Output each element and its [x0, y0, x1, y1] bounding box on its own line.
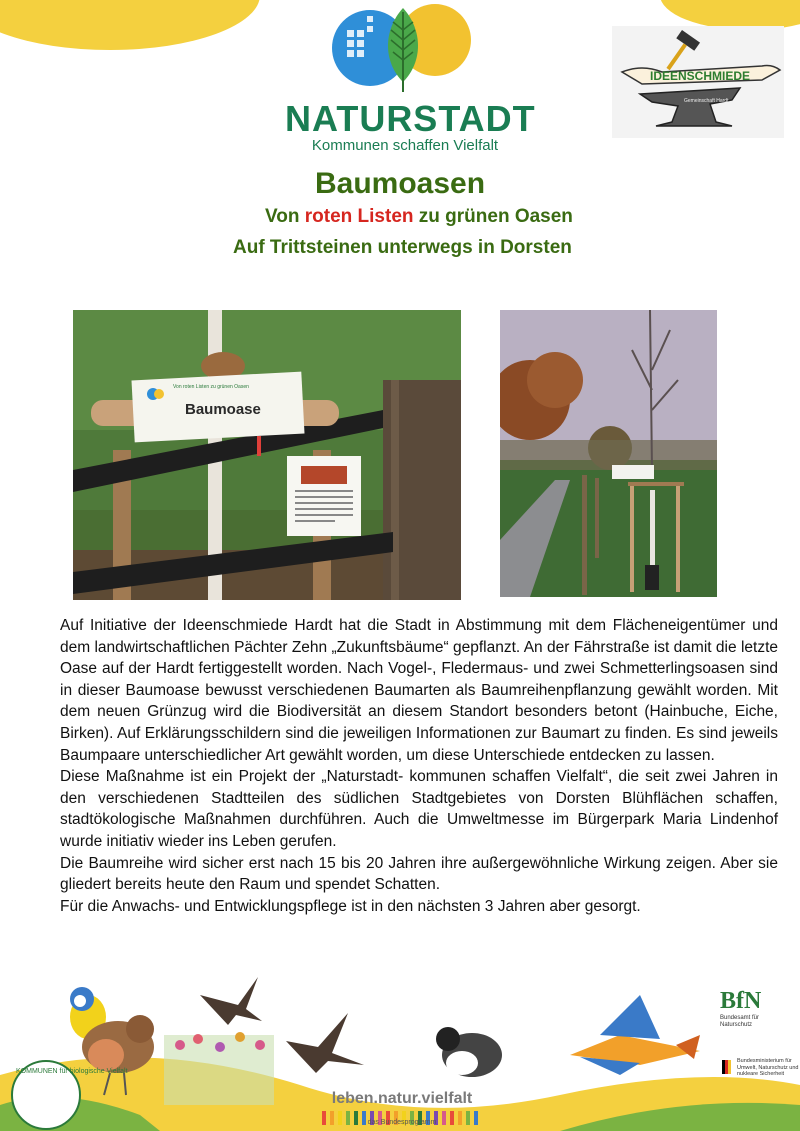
kommunen-badge-text: KOMMUNEN für biologische Vielfalt — [16, 1068, 128, 1075]
body-paragraph-1: Auf Initiative der Ideenschmiede Hardt hat die Stadt in Abstimmung mit dem Flächeneigentümer und dem landwirtschaftlichen Pächter Zehn „Zukunftsbäume“ gepflanzt. An der Fährstraße ist damit die letzte Oase auf der Hardt fertiggestellt worden. Nach Vogel-, Fledermaus- und zwei Schmetterlingsoasen sind in dieser Baumoase bewusst verschiedenen Baumarten als Baumreihenpflanzung gewählt worden. Mit dem neuen Grünzug wird die Biodiversität an diesem Standort besonders betont (Hainbuche, Eiche, Birken). Auf Erklärungsschildern sind die jeweiligen Informationen zur Baumart zu finden. Es sind jeweils Baumpaare unterschiedlicher Art gewählt worden, um diese Unterschiede entdecken zu lassen. — [60, 617, 778, 764]
subtitle-line-1 — [265, 206, 573, 228]
ideenschmiede-logo — [612, 26, 784, 138]
bird-flying-colorful — [570, 995, 700, 1075]
naturstadt-logo-subtitle: Kommunen schaffen Vielfalt — [311, 137, 499, 154]
bfn-logo-text: Bundesamt für Naturschutz — [720, 1015, 760, 1028]
photo-sign-title: Baumoase — [185, 401, 261, 418]
swallow-2 — [286, 1013, 364, 1073]
photo-baumoase-sign — [73, 310, 461, 600]
bfn-logo — [720, 988, 780, 1029]
footer-brand: leben.natur.vielfalt — [331, 1090, 473, 1107]
bird-flycatcher — [436, 1027, 502, 1077]
body-paragraph-4: Für die Anwachs- und Entwicklungspflege ist in den nächsten 3 Jahren aber gesorgt. — [60, 897, 641, 915]
photo-sign-header: Von roten Listen zu grünen Oasen — [173, 384, 249, 390]
body-paragraph-3: Die Baumreihe wird sicher erst nach 15 bis 20 Jahren ihre außergewöhnliche Wirkung zeigen. Aber sie gliedert bereits heute den Raum und spendet Schatten. — [60, 854, 778, 894]
ideenschmiede-logo-text: IDEENSCHMIEDE — [650, 69, 751, 83]
flower-meadow — [164, 1032, 274, 1105]
subtitle-line-2: Auf Trittsteinen unterwegs in Dorsten — [233, 237, 572, 258]
bmu-logo-text: Bundesministerium für Umwelt, Naturschutz und nukleare Sicherheit — [737, 1058, 799, 1077]
body-paragraph-2: Diese Maßnahme ist ein Projekt der „Naturstadt- kommunen schaffen Vielfalt“, die seit zwei Jahren in den verschiedenen Stadtteilen des südlichen Stadtgebietes von Dorsten Blühflächen schaffen, stadtökologische Maßnahmen durchführen. Auch die Umweltmesse im Bürgerpark Maria Lindenhof wurde initiativ wieder ins Leben gerufen. — [60, 768, 778, 850]
swallow-1 — [200, 977, 262, 1025]
decor-yellow-arc-left — [0, 0, 260, 50]
subtitle-part-red: roten Listen — [304, 206, 414, 227]
naturstadt-logo-title: NATURSTADT — [285, 98, 536, 139]
bfn-logo-mark: BfN — [720, 988, 762, 1014]
subtitle-part-1: Von — [265, 206, 305, 227]
body-text — [60, 615, 778, 917]
bmu-eagle-icon — [722, 1060, 732, 1074]
ideenschmiede-logo-sub: Gemeinschaft Hardt — [684, 98, 729, 104]
footer-brand-sub: das Bundesprogramm — [367, 1119, 437, 1126]
page-title: Baumoasen — [314, 167, 486, 200]
photo-tree-row — [500, 310, 717, 597]
subtitle-part-3: zu grünen Oasen — [413, 206, 573, 227]
